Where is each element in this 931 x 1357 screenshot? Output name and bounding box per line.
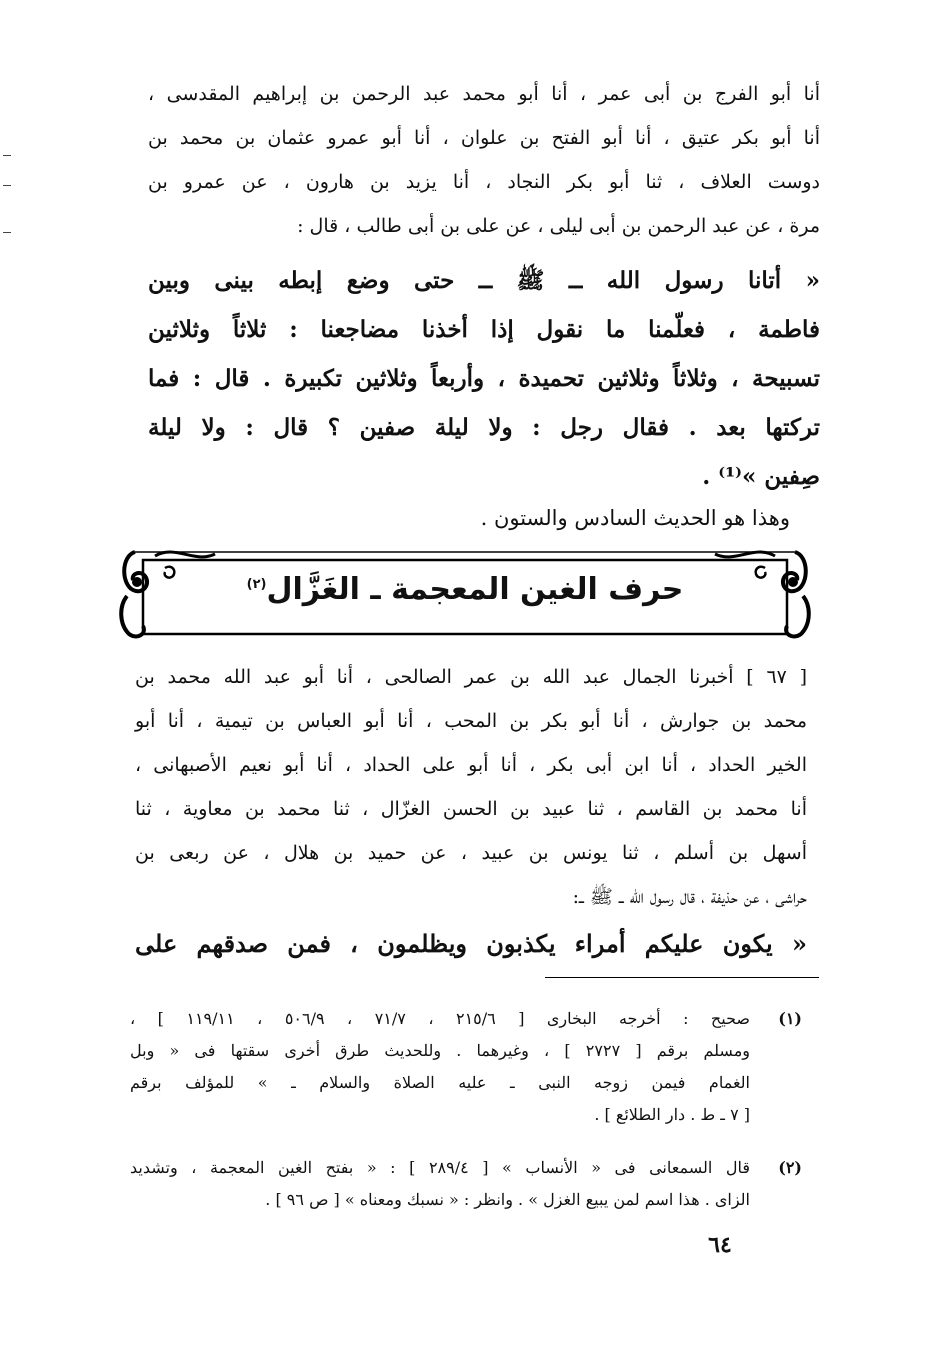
page-number: ٦٤ (708, 1232, 732, 1258)
hadith-line: « أتانا رسول الله ــ ﷺ ــ حتى وضع إبطه بينى وبين (148, 267, 820, 294)
footnote-body (130, 1152, 750, 1216)
text-line: [ ٦٧ ] أخبرنا الجمال عبد الله بن عمر الصالحى ، أنا أبو عبد الله محمد بن (135, 666, 807, 688)
text-line: أنا أبو الفرج بن أبى عمر ، أنا أبو محمد عبد الرحمن بن إبراهيم المقدسى ، (148, 83, 820, 105)
hadith-line: تسبيحة ، وثلاثاً وثلاثين تحميدة ، وأربعاً وثلاثين تكبيرة . قال : فما (148, 365, 820, 392)
footnote-line: ومسلم برقم [ ٢٧٢٧ ] ، وغيرهما . وللحديث طرق أخرى سقتها فى « وبل (130, 1041, 751, 1060)
footnote-number: (٢) (778, 1158, 802, 1177)
footnote-marker: (٢) (246, 577, 267, 592)
footnote-line: [ ٧ ـ ط . دار الطلائع ] . (594, 1105, 750, 1124)
text-line: محمد بن جوارش ، أنا أبو بكر بن المحب ، أنا أبو العباس بن تيمية ، أنا أبو (135, 710, 807, 732)
hadith-line: صِفين »⁽¹⁾ . (702, 463, 820, 490)
footnote-1 (130, 1003, 802, 1133)
footnote-2 (130, 1152, 802, 1222)
closing-line: وهذا هو الحديث السادس والستون . (480, 506, 790, 530)
hadith-67-text (135, 922, 807, 966)
hadith-line: تركتها بعد . فقال رجل : ولا ليلة صفين ؟ قال : ولا ليلة (148, 414, 820, 441)
scan-margin-mark (3, 155, 11, 156)
entry-67-isnad (135, 655, 807, 919)
scan-margin-mark (3, 232, 11, 233)
section-title-text: حرف الغين المعجمة ـ الغَزَّال (266, 572, 684, 607)
text-line: حراشى ، عن حذيفة ، قال رسول الله ــ ﷺ ــ: (572, 886, 807, 908)
scan-margin-mark (3, 185, 11, 186)
text-line: دوست العلاف ، ثنا أبو بكر النجاد ، أنا يزيد بن هارون ، عن عمرو بن (148, 171, 820, 193)
text-line: أنا محمد بن القاسم ، ثنا عبيد بن الحسن الغزّال ، ثنا محمد بن معاوية ، ثنا (135, 798, 807, 820)
section-heading-banner (115, 542, 815, 642)
footnote-line: قال السمعانى فى « الأنساب » [ ٢٨٩/٤ ] : « بفتح الغين المعجمة ، وتشديد (130, 1158, 751, 1177)
footnote-line: صحيح : أخرجه البخارى [ ٢١٥/٦ ، ٧١/٧ ، ٥٠٦/٩ ، ١١٩/١١ ] ، (130, 1009, 751, 1028)
footnote-line: الزاى . هذا اسم لمن يبيع الغزل » . وانظر : « نسبك ومعناه » [ ص ٩٦ ] . (265, 1190, 750, 1209)
hadith-line: « يكون عليكم أمراء يكذبون ويظلمون ، فمن صدقهم على (135, 929, 807, 958)
hadith-line: فاطمة ، فعلّمنا ما نقول إذا أخذنا مضاجعنا : ثلاثاً وثلاثين (148, 316, 820, 343)
section-title (215, 572, 715, 607)
footnote-divider (545, 977, 819, 978)
text-line: أنا أبو بكر عتيق ، أنا أبو الفتح بن علوان ، أنا أبو عمرو عثمان بن محمد بن (148, 127, 820, 149)
footnote-line: الغمام فيمن زوجه النبى ـ عليه الصلاة والسلام ـ » للمؤلف برقم (130, 1073, 750, 1092)
text-line: أسهل بن أسلم ، ثنا يونس بن عبيد ، عن حميد بن هلال ، عن ربعى بن (135, 842, 807, 864)
text-line: مرة ، عن عبد الرحمن بن أبى ليلى ، عن على بن أبى طالب ، قال : (297, 215, 820, 237)
isnad-paragraph (148, 72, 820, 248)
footnote-number: (١) (778, 1009, 802, 1028)
hadith-text (148, 256, 820, 501)
text-line: الخير الحداد ، أنا ابن أبى بكر ، أنا أبو على الحداد ، أنا أبو نعيم الأصبهانى ، (135, 754, 807, 776)
footnote-body (130, 1003, 750, 1131)
